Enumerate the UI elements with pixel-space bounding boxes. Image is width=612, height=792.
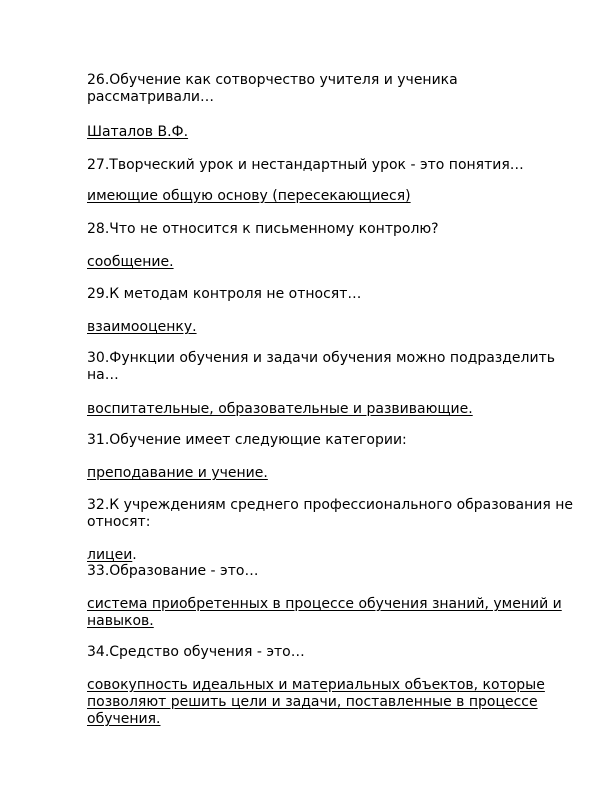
question-31: 31.Обучение имеет следующие категории:: [87, 432, 407, 448]
answer-32: [87, 547, 577, 564]
question-34: 34.Средство обучения - это…: [87, 644, 305, 660]
answer-27: имеющие общую основу (пересекающиеся): [87, 188, 411, 204]
answer-31: преподавание и учение.: [87, 465, 268, 481]
question-28: 28.Что не относится к письменному контролю?: [87, 221, 439, 237]
answer-30: воспитательные, образовательные и развивающие.: [87, 401, 473, 417]
question-30: 30.Функции обучения и задачи обучения можно подразделить на…: [87, 350, 555, 383]
answer-32-tail: .: [132, 547, 137, 563]
question-33: 33.Образование - это…: [87, 563, 259, 579]
answer-34: совокупность идеальных и материальных объектов, которые позволяют решить цели и задачи, поставленные в процессе обучения.: [87, 677, 545, 727]
answer-32-text: лицеи: [87, 547, 133, 563]
answer-33: система приобретенных в процессе обучения знаний, умений и навыков.: [87, 596, 562, 629]
question-26: 26.Обучение как сотворчество учителя и ученика рассматривали…: [87, 72, 458, 105]
question-29: 29.К методам контроля не относят…: [87, 286, 362, 302]
question-27: 27.Творческий урок и нестандартный урок - это понятия…: [87, 157, 524, 173]
answer-29: взаимооценку.: [87, 319, 197, 335]
answer-28: сообщение.: [87, 254, 174, 270]
question-32: 32.К учреждениям среднего профессионального образования не относят:: [87, 497, 573, 530]
answer-26: Шаталов В.Ф.: [87, 124, 189, 140]
